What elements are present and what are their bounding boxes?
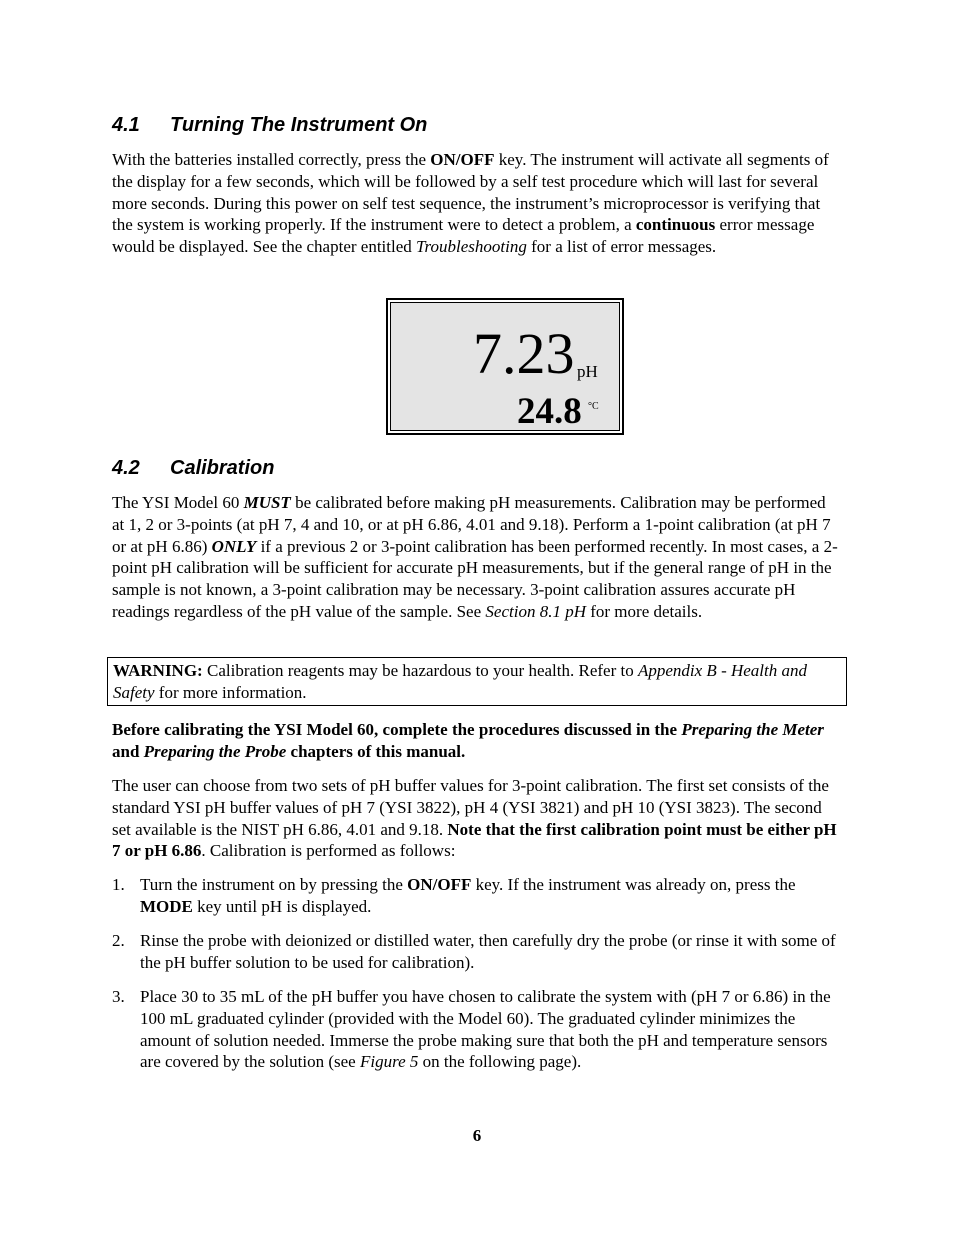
warning-label: WARNING: — [113, 661, 203, 680]
emphasis-note: Note that the first calibration point must be either pH 7 or pH 6.86 — [112, 819, 837, 861]
text: if a previous 2 or 3-point calibration has been performed recently. In most cases, a 2-point pH calibration will be sufficient for accurate pH measurements, but if the general range of pH in the sample is not known, a 3-point calibration may be necessary. 3-point calibration assures accurate pH readings regardless of the pH value of the sample. See — [112, 536, 838, 621]
section-title: Turning The Instrument On — [170, 114, 428, 136]
paragraph-buffer-sets — [112, 775, 842, 862]
text: Place 30 to 35 mL of the pH buffer you have chosen to calibrate the system with (pH 7 or 6.86) in the 100 mL graduated cylinder (provided with the Model 60). The graduated cylinder minimizes the amount of solution needed. Immerse the probe making sure that both the pH and temperature sensors are covered by the solution (see — [140, 987, 831, 1072]
key-mode: MODE — [140, 896, 193, 916]
ph-unit: pH — [577, 362, 598, 381]
warning-box — [107, 657, 847, 706]
text: The YSI Model 60 — [112, 493, 244, 512]
paragraph-before-calibrating — [112, 719, 842, 763]
section-heading-4-1 — [112, 114, 427, 137]
paragraph-calibration — [112, 492, 842, 623]
lcd-display-figure — [386, 298, 624, 435]
paragraph-turning-on — [112, 149, 842, 258]
section-number: 4.1 — [112, 114, 140, 136]
text: Before calibrating the YSI Model 60, complete the procedures discussed in the — [112, 720, 682, 739]
list-text: Rinse the probe with deionized or distilled water, then carefully dry the probe (or rinse it with some of the pH buffer solution to be used for calibration). — [140, 931, 836, 972]
section-reference: Section 8.1 pH — [485, 601, 586, 621]
chapter-reference: Preparing the Probe — [143, 741, 287, 761]
chapter-reference: Preparing the Meter — [681, 720, 824, 739]
text: Calibration reagents may be hazardous to your health. Refer to — [202, 661, 638, 680]
lcd-screen — [390, 302, 620, 431]
text: on the following page). — [418, 1052, 582, 1072]
appendix-reference: Appendix B - Health and Safety — [113, 661, 807, 702]
text: The user can choose from two sets of pH buffer values for 3-point calibration. The first set consists of the standard YSI pH buffer values of pH 7 (YSI 3822), pH 4 (YSI 3821) and pH 10 (YSI 3823). The second set available is the NIST pH 6.86, 4.01 and 9.18. — [112, 776, 829, 839]
page-number: 6 — [472, 1126, 482, 1145]
text: Turn the instrument on by pressing the — [140, 875, 408, 894]
section-heading-4-2 — [112, 457, 274, 480]
key-on-off: ON/OFF — [430, 150, 495, 169]
chapter-reference: Troubleshooting — [416, 237, 527, 257]
temperature-reading: 24.8 — [517, 391, 582, 432]
emphasis-must: MUST — [243, 493, 291, 512]
emphasis-continuous: continuous — [635, 215, 716, 235]
emphasis-only: ONLY — [211, 536, 257, 556]
text: . Calibration is performed as follows: — [201, 841, 456, 861]
text: error message would be displayed. See the chapter entitled — [112, 215, 815, 257]
text: chapters of this manual. — [286, 741, 466, 761]
list-text — [140, 986, 842, 1073]
list-number: 2. — [112, 931, 125, 950]
section-title: Calibration — [170, 457, 275, 479]
text: and — [112, 741, 144, 761]
text: for a list of error messages. — [526, 237, 717, 257]
text: for more details. — [585, 601, 703, 621]
text: key. The instrument will activate all segments of the display for a few seconds, which will be followed by a self test procedure which will last for several more seconds. During this power on self test sequence, the instrument’s microprocessor is verifying that the system is working properly. If the instrument were to detect a problem, a — [112, 150, 829, 235]
key-on-off: ON/OFF — [407, 875, 472, 894]
text: be calibrated before making pH measurements. Calibration may be performed at 1, 2 or 3-points (at pH 7, 4 and 10, or at pH 6.86, 4.01 and 9.18). Perform a 1-point calibration (at pH 7 or at pH 6.86) — [112, 493, 831, 556]
temperature-unit: °C — [588, 401, 599, 412]
list-text — [140, 874, 842, 918]
list-number: 1. — [112, 875, 125, 894]
text: With the batteries installed correctly, press the — [112, 150, 431, 169]
figure-reference: Figure 5 — [359, 1052, 419, 1072]
list-number: 3. — [112, 987, 125, 1006]
ph-reading: 7.23 — [473, 321, 575, 386]
text: key until pH is displayed. — [192, 896, 372, 916]
section-number: 4.2 — [112, 457, 140, 479]
text: key. If the instrument was already on, press the — [471, 875, 796, 894]
text: for more information. — [154, 682, 307, 702]
